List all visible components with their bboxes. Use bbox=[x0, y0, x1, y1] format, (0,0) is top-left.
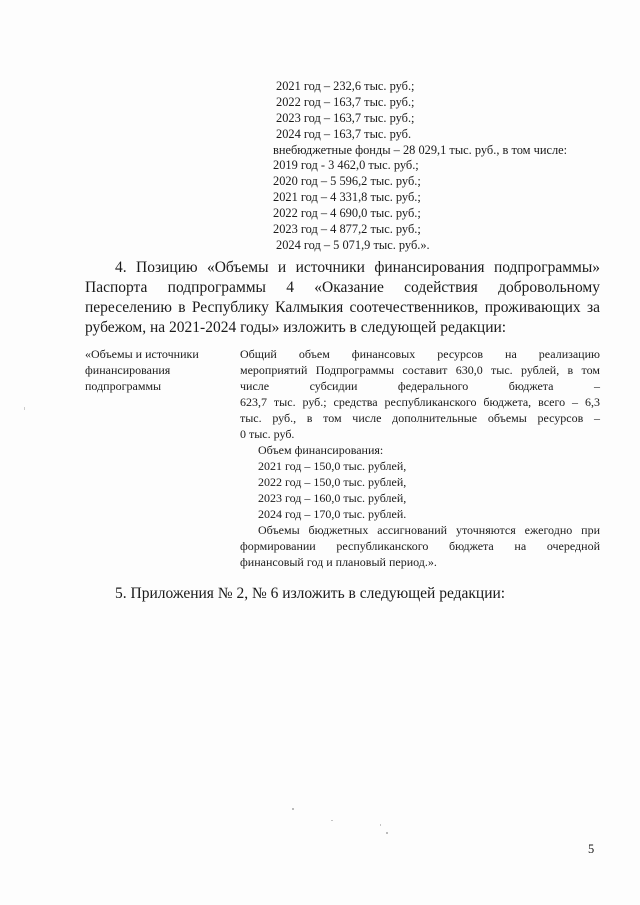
item5: 5. Приложения № 2, № 6 изложить в следующей редакции: bbox=[115, 585, 506, 602]
top-list-item: 2021 год – 232,6 тыс. руб.; bbox=[276, 79, 415, 93]
scan-speck bbox=[331, 820, 333, 821]
item4-line: 4. Позицию «Объемы и источники финансирования подпрограммы» bbox=[115, 259, 600, 276]
financing-list-item: 2024 год – 170,0 тыс. рублей. bbox=[258, 507, 407, 521]
table-right-line: мероприятий Подпрограммы составит 630,0 тыс. рублей, в том bbox=[240, 363, 600, 377]
financing-list-item: 2022 год – 150,0 тыс. рублей, bbox=[258, 475, 407, 489]
scan-speck bbox=[292, 808, 294, 810]
top-list-item: 2023 год – 163,7 тыс. руб.; bbox=[276, 111, 415, 125]
offbudget-list-item: 2022 год – 4 690,0 тыс. руб.; bbox=[273, 206, 421, 220]
item4-line: Паспорта подпрограммы 4 «Оказание содействия добровольному bbox=[85, 279, 600, 296]
scan-speck bbox=[386, 832, 388, 834]
table-right-line: Объемы бюджетных ассигнований уточняются ежегодно при bbox=[258, 523, 600, 537]
top-list-item: 2024 год – 163,7 тыс. руб. bbox=[276, 127, 412, 141]
financing-header: Объем финансирования: bbox=[258, 443, 384, 457]
page-number: 5 bbox=[588, 842, 595, 856]
offbudget-list-item: 2020 год – 5 596,2 тыс. руб.; bbox=[273, 174, 421, 188]
offbudget-header: внебюджетные фонды – 28 029,1 тыс. руб., в том числе: bbox=[273, 143, 568, 157]
table-right-line: 623,7 тыс. руб.; средства республиканского бюджета, всего – 6,3 bbox=[240, 395, 600, 409]
scan-speck bbox=[380, 824, 381, 826]
table-left-label: подпрограммы bbox=[85, 379, 162, 393]
table-right-line: 0 тыс. руб. bbox=[240, 427, 295, 441]
table-right-line: Общий объем финансовых ресурсов на реализацию bbox=[240, 347, 600, 361]
financing-list-item: 2021 год – 150,0 тыс. рублей, bbox=[258, 459, 407, 473]
item4-line: рубежом, на 2021-2024 годы» изложить в следующей редакции: bbox=[85, 319, 507, 336]
top-list-item: 2022 год – 163,7 тыс. руб.; bbox=[276, 95, 415, 109]
item4-line: переселению в Республику Калмыкия соотечественников, проживающих за bbox=[85, 299, 600, 316]
table-right-line: формировании республиканского бюджета на очередной bbox=[240, 539, 600, 553]
table-left-label: финансирования bbox=[85, 363, 171, 377]
table-right-line: финансовый год и плановый период.». bbox=[240, 555, 437, 569]
offbudget-list-item: 2024 год – 5 071,9 тыс. руб.». bbox=[276, 238, 430, 252]
offbudget-list-item: 2021 год – 4 331,8 тыс. руб.; bbox=[273, 190, 421, 204]
table-right-line: числе субсидии федерального бюджета – bbox=[240, 379, 600, 393]
scan-speck bbox=[24, 407, 25, 410]
offbudget-list-item: 2019 год - 3 462,0 тыс. руб.; bbox=[273, 158, 419, 172]
table-right-line: тыс. руб., в том числе дополнительные объемы ресурсов – bbox=[240, 411, 600, 425]
offbudget-list-item: 2023 год – 4 877,2 тыс. руб.; bbox=[273, 222, 421, 236]
financing-list-item: 2023 год – 160,0 тыс. рублей, bbox=[258, 491, 407, 505]
table-left-label: «Объемы и источники bbox=[85, 347, 199, 361]
